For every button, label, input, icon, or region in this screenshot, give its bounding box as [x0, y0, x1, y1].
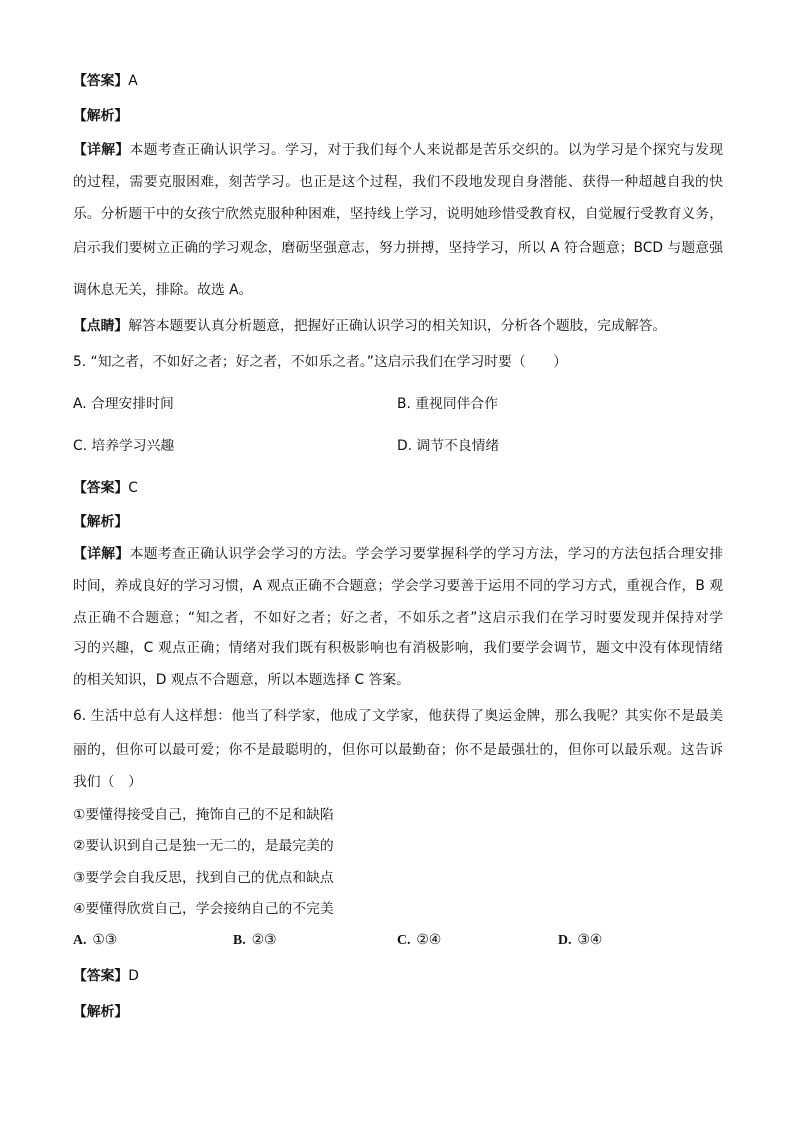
q5-option-b: B. 重视同伴合作	[397, 396, 499, 412]
q6-statement-2: ②要认识到自己是独一无二的，是最完美的	[73, 838, 334, 854]
q6-statement-4: ④要懂得欣赏自己，学会接纳自己的不完美	[73, 901, 334, 917]
option-text: ②④	[416, 932, 442, 947]
q4-detail-line: 的过程，需要克服困难，刻苦学习。也正是这个过程，我们不段地发现自身潜能、获得一种超越自我的快	[73, 174, 723, 190]
detail-label: 【详解】	[73, 142, 130, 158]
q6-statement-1: ①要懂得接受自己，掩饰自己的不足和缺陷	[73, 807, 334, 823]
q5-option-a: A. 合理安排时间	[73, 396, 174, 412]
tip-label: 【点睛】	[73, 318, 129, 334]
q6-option-d	[558, 930, 602, 950]
q4-detail-line: 调休息无关，排除。故选 A。	[73, 282, 253, 298]
detail-label: 【详解】	[73, 546, 130, 562]
q6-stem-line: 丽的，但你可以最可爱；你不是最聪明的，但你可以最勤奋；你不是最强壮的，但你可以最乐观。这告诉	[73, 742, 723, 758]
option-letter: A.	[73, 932, 87, 947]
tip-text: 解答本题要认真分析题意，把握好正确认识学习的相关知识，分析各个题肢，完成解答。	[128, 318, 667, 334]
q5-analysis-label: 【解析】	[73, 514, 129, 530]
option-letter: D.	[558, 932, 572, 947]
q6-statement-3: ③要学会自我反思，找到自己的优点和缺点	[73, 870, 334, 886]
q5-option-d: D. 调节不良情绪	[397, 438, 500, 454]
q6-analysis-label: 【解析】	[73, 1004, 129, 1020]
q6-stem-line: 6. 生活中总有人这样想：他当了科学家，他成了文学家，他获得了奥运金牌，那么我呢？其实你不是最美	[73, 708, 723, 724]
option-text: ①③	[92, 932, 118, 947]
q4-detail-line: 启示我们要树立正确的学习观念，磨砺坚强意志，努力拼搏，坚持学习，所以 A 符合题意；BCD 与题意强	[73, 240, 723, 256]
option-text: ③④	[577, 932, 603, 947]
q4-analysis-label: 【解析】	[73, 108, 129, 124]
option-letter: B.	[233, 932, 246, 947]
q5-detail-line	[73, 544, 723, 564]
q5-stem: 5. “知之者，不如好之者；好之者，不如乐之者。”这启示我们在学习时要（ ）	[73, 354, 568, 370]
q6-option-b	[233, 930, 276, 950]
detail-text: 本题考查正确认识学习。学习，对于我们每个人来说都是苦乐交织的。以为学习是个探究与发现	[129, 142, 724, 158]
q4-tip-line	[73, 316, 666, 336]
q4-answer-line	[73, 71, 138, 91]
detail-text: 本题考查正确认识学会学习的方法。学会学习要掌握科学的学习方法，学习的方法包括合理安排	[129, 546, 724, 562]
q5-detail-line: 点正确不合题意；“知之者，不如好之者；好之者，不如乐之者”这启示我们在学习时要发现并保持对学	[73, 610, 723, 626]
answer-value: D	[128, 968, 139, 984]
answer-label: 【答案】	[73, 968, 129, 984]
q6-stem-line: 我们（ ）	[73, 774, 142, 790]
q6-option-a	[73, 930, 117, 950]
q5-answer-line	[73, 478, 138, 498]
q5-option-c: C. 培养学习兴趣	[73, 438, 175, 454]
q6-option-c	[397, 930, 441, 950]
q5-detail-line: 的相关知识，D 观点不合题意，所以本题选择 C 答案。	[73, 672, 410, 688]
answer-value: C	[128, 480, 138, 496]
answer-label: 【答案】	[73, 73, 129, 89]
q4-detail-line: 乐。分析题干中的女孩宁欣然克服种种困难，坚持线上学习，说明她珍惜受教育权，自觉履行受教育义务，	[73, 206, 723, 222]
q6-answer-line	[73, 966, 139, 986]
option-letter: C.	[397, 932, 411, 947]
answer-label: 【答案】	[73, 480, 129, 496]
option-text: ②③	[251, 932, 277, 947]
q5-detail-line: 时间，养成良好的学习习惯，A 观点正确不合题意；学会学习要善于运用不同的学习方式，重视合作，B 观	[73, 578, 723, 594]
answer-value: A	[128, 73, 138, 89]
q4-detail-line	[73, 140, 723, 160]
q5-detail-line: 习的兴趣，C 观点正确；情绪对我们既有积极影响也有消极影响，我们要学会调节，题文中没有体现情绪	[73, 640, 723, 656]
